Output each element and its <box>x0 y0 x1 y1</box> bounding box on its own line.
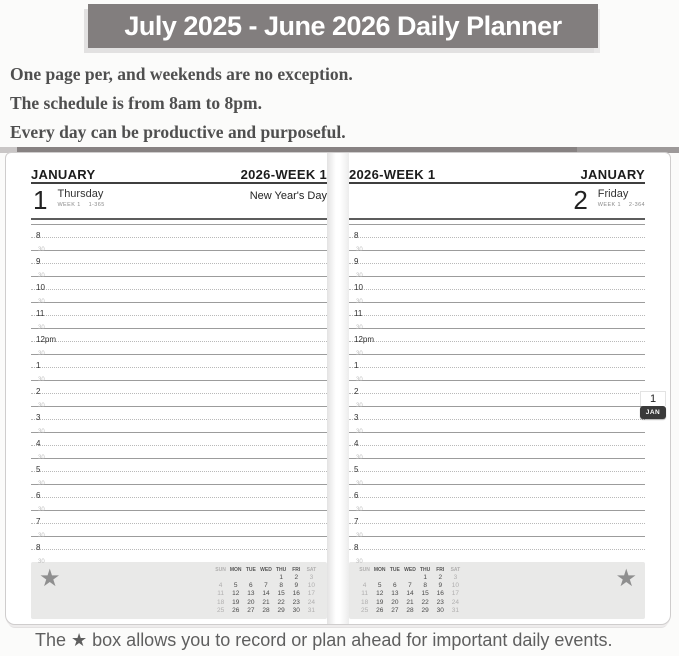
star-icon: ★ <box>615 565 637 592</box>
calendar-day-cell: 23 <box>292 598 300 606</box>
left-schedule-grid <box>31 224 327 565</box>
hour-label: 7 <box>36 517 41 526</box>
calendar-day-cell: 4 <box>218 582 223 590</box>
calendar-day-cell <box>243 574 258 582</box>
half-hour-row <box>349 341 645 357</box>
left-week-label: 2026-WEEK 1 <box>240 167 327 182</box>
calendar-day-cell: 6 <box>393 582 397 590</box>
calendar-day-cell: 31 <box>451 606 460 614</box>
planner-spread <box>5 152 671 625</box>
left-star-box <box>31 562 327 619</box>
half-hour-label: 30 <box>356 299 363 305</box>
calendar-day-header: SAT <box>450 567 461 573</box>
half-hour-row <box>31 523 327 539</box>
half-hour-row <box>31 263 327 279</box>
calendar-day-cell <box>387 574 402 582</box>
half-hour-label: 30 <box>356 247 363 253</box>
half-hour-row <box>349 497 645 513</box>
intro-line-3: Every day can be productive and purposeful. <box>10 122 346 142</box>
calendar-day-cell: 2 <box>438 574 443 581</box>
calendar-day-header: THU <box>275 567 287 573</box>
right-week-meta: WEEK 1 <box>597 202 621 208</box>
calendar-day-cell: 10 <box>307 582 316 590</box>
half-hour-row <box>31 341 327 357</box>
half-hour-row <box>349 315 645 331</box>
half-hour-row <box>31 393 327 409</box>
right-weekday-label: Friday <box>597 188 629 200</box>
calendar-day-cell: 12 <box>232 590 240 598</box>
calendar-day-cell: 8 <box>279 582 283 590</box>
hour-row <box>31 354 327 370</box>
hour-row <box>31 250 327 266</box>
hour-label: 3 <box>354 413 359 422</box>
hour-row <box>349 328 645 344</box>
hour-label: 8 <box>354 543 359 552</box>
calendar-day-cell: 3 <box>309 574 314 581</box>
calendar-day-cell: 2 <box>294 574 299 581</box>
left-week-meta: WEEK 1 <box>57 202 81 208</box>
half-hour-label: 30 <box>38 325 45 331</box>
right-day-stack <box>598 186 645 208</box>
half-hour-label: 30 <box>38 455 45 461</box>
half-hour-label: 30 <box>356 481 363 487</box>
half-hour-row <box>31 445 327 461</box>
calendar-day-cell: 17 <box>307 590 316 598</box>
planner-page-right <box>349 153 661 624</box>
hour-row <box>349 536 645 552</box>
calendar-day-header: TUE <box>245 567 256 573</box>
half-hour-label: 30 <box>38 247 45 253</box>
half-hour-label: 30 <box>356 429 363 435</box>
left-month-label: JANUARY <box>31 167 96 182</box>
calendar-day-cell: 5 <box>377 582 382 590</box>
half-hour-label: 30 <box>38 559 45 565</box>
month-side-tab <box>640 391 666 419</box>
calendar-day-cell: 8 <box>423 582 427 590</box>
calendar-day-header: TUE <box>389 567 400 573</box>
hour-label: 5 <box>354 465 359 474</box>
right-star-box <box>349 562 645 619</box>
calendar-day-cell: 24 <box>451 598 460 606</box>
calendar-day-header: SUN <box>215 567 226 573</box>
intro-line-2: The schedule is from 8am to 8pm. <box>10 93 262 113</box>
calendar-day-header: SUN <box>359 567 370 573</box>
star-icon: ★ <box>39 565 61 592</box>
half-hour-row <box>31 549 327 565</box>
calendar-day-cell: 1 <box>423 574 427 581</box>
calendar-day-header: MON <box>229 567 242 573</box>
hour-row <box>31 432 327 448</box>
calendar-day-cell <box>402 574 417 582</box>
calendar-day-cell: 22 <box>421 598 429 606</box>
half-hour-label: 30 <box>356 403 363 409</box>
hour-row <box>31 276 327 292</box>
calendar-day-cell: 13 <box>247 590 255 598</box>
calendar-day-cell: 14 <box>406 590 414 598</box>
calendar-day-cell: 7 <box>408 582 412 590</box>
hour-row <box>349 484 645 500</box>
half-hour-row <box>349 263 645 279</box>
hour-row <box>31 510 327 526</box>
hour-row <box>31 406 327 422</box>
half-hour-row <box>31 237 327 253</box>
right-week-label: 2026-WEEK 1 <box>349 167 436 182</box>
calendar-day-cell <box>258 574 273 582</box>
hour-row <box>31 458 327 474</box>
hour-label: 12pm <box>36 335 57 344</box>
hour-row <box>349 224 645 240</box>
left-day-row <box>31 184 327 220</box>
title-banner <box>88 4 598 48</box>
calendar-day-cell: 15 <box>421 590 429 598</box>
right-day-number: 2 <box>573 185 588 215</box>
half-hour-row <box>349 549 645 565</box>
calendar-day-header: WED <box>404 567 416 573</box>
calendar-day-cell: 24 <box>307 598 316 606</box>
calendar-day-cell: 28 <box>262 606 270 614</box>
hour-label: 10 <box>354 283 363 292</box>
left-day-group <box>31 186 105 214</box>
calendar-day-cell: 23 <box>436 598 444 606</box>
calendar-day-cell: 27 <box>391 606 399 614</box>
calendar-day-cell: 29 <box>277 606 285 614</box>
hour-label: 8 <box>36 543 41 552</box>
side-tab-day: 1 <box>640 391 666 406</box>
calendar-day-cell: 18 <box>216 598 225 606</box>
left-day-number: 1 <box>33 185 48 215</box>
calendar-day-cell: 25 <box>216 606 225 614</box>
hour-label: 5 <box>36 465 41 474</box>
calendar-day-cell: 20 <box>391 598 399 606</box>
calendar-day-cell: 13 <box>391 590 399 598</box>
left-ordinal-meta: 1-365 <box>88 202 105 208</box>
half-hour-label: 30 <box>356 507 363 513</box>
half-hour-label: 30 <box>38 533 45 539</box>
hour-row <box>31 224 327 240</box>
calendar-day-cell: 14 <box>262 590 270 598</box>
calendar-day-cell <box>213 574 228 582</box>
half-hour-label: 30 <box>356 455 363 461</box>
hour-label: 8 <box>354 231 359 240</box>
left-weekday-label: Thursday <box>57 188 104 200</box>
half-hour-label: 30 <box>38 403 45 409</box>
calendar-day-cell: 10 <box>451 582 460 590</box>
half-hour-label: 30 <box>38 481 45 487</box>
right-day-row <box>349 184 645 220</box>
calendar-day-cell: 1 <box>279 574 283 581</box>
hour-row <box>349 354 645 370</box>
right-schedule-grid <box>349 224 645 565</box>
half-hour-label: 30 <box>356 533 363 539</box>
calendar-day-cell: 22 <box>277 598 285 606</box>
planner-page-left <box>31 153 327 624</box>
calendar-day-cell: 19 <box>376 598 384 606</box>
left-mini-calendar <box>213 566 319 615</box>
calendar-day-cell <box>228 574 243 582</box>
hour-row <box>349 406 645 422</box>
hour-label: 4 <box>354 439 359 448</box>
calendar-day-cell: 9 <box>294 582 299 590</box>
calendar-day-cell: 21 <box>262 598 270 606</box>
half-hour-label: 30 <box>356 273 363 279</box>
left-day-stack <box>57 186 104 208</box>
calendar-day-cell: 7 <box>264 582 268 590</box>
half-hour-row <box>31 419 327 435</box>
half-hour-row <box>31 471 327 487</box>
half-hour-row <box>349 237 645 253</box>
side-tab-month: JAN <box>640 406 666 419</box>
half-hour-label: 30 <box>38 507 45 513</box>
left-day-meta <box>57 202 104 208</box>
intro-line-1: One page per, and weekends are no exception. <box>10 64 353 84</box>
caption-text: The ★ box allows you to record or plan ahead for important daily events. <box>35 630 613 650</box>
calendar-day-cell: 29 <box>421 606 429 614</box>
hour-label: 3 <box>36 413 41 422</box>
hour-row <box>31 380 327 396</box>
half-hour-row <box>349 367 645 383</box>
half-hour-label: 30 <box>38 429 45 435</box>
hour-row <box>31 328 327 344</box>
half-hour-row <box>349 523 645 539</box>
half-hour-row <box>349 445 645 461</box>
calendar-day-cell: 25 <box>360 606 369 614</box>
half-hour-row <box>349 393 645 409</box>
calendar-day-header: FRI <box>292 567 301 573</box>
calendar-day-cell: 12 <box>376 590 384 598</box>
hour-label: 7 <box>354 517 359 526</box>
hour-row <box>349 458 645 474</box>
half-hour-row <box>349 289 645 305</box>
calendar-day-header: FRI <box>436 567 445 573</box>
hour-row <box>349 250 645 266</box>
half-hour-label: 30 <box>38 377 45 383</box>
calendar-day-cell: 16 <box>292 590 300 598</box>
right-month-label: JANUARY <box>580 167 645 182</box>
right-day-meta <box>598 202 645 208</box>
hour-label: 9 <box>36 257 41 266</box>
half-hour-label: 30 <box>356 325 363 331</box>
calendar-day-cell: 28 <box>406 606 414 614</box>
calendar-day-cell: 16 <box>436 590 444 598</box>
intro-text-block <box>10 60 353 147</box>
hour-label: 6 <box>36 491 41 500</box>
calendar-day-cell: 3 <box>453 574 458 581</box>
calendar-day-cell: 5 <box>233 582 238 590</box>
hour-row <box>31 302 327 318</box>
hour-row <box>349 432 645 448</box>
hour-label: 4 <box>36 439 41 448</box>
calendar-day-cell: 11 <box>217 590 224 598</box>
hour-label: 9 <box>354 257 359 266</box>
calendar-day-cell: 6 <box>249 582 253 590</box>
hour-row <box>31 484 327 500</box>
right-mini-calendar <box>357 566 463 615</box>
hour-row <box>349 380 645 396</box>
calendar-day-cell: 20 <box>247 598 255 606</box>
calendar-day-cell: 31 <box>307 606 316 614</box>
calendar-day-cell: 18 <box>360 598 369 606</box>
calendar-day-cell: 11 <box>361 590 368 598</box>
half-hour-row <box>349 471 645 487</box>
calendar-day-header: SAT <box>306 567 317 573</box>
title-banner-text: July 2025 - June 2026 Daily Planner <box>124 10 562 41</box>
hour-label: 11 <box>36 309 45 318</box>
half-hour-row <box>31 367 327 383</box>
hour-row <box>31 536 327 552</box>
calendar-day-cell: 17 <box>451 590 460 598</box>
hour-label: 6 <box>354 491 359 500</box>
half-hour-row <box>31 497 327 513</box>
half-hour-label: 30 <box>356 559 363 565</box>
hour-label: 2 <box>36 387 41 396</box>
calendar-day-header: MON <box>373 567 386 573</box>
spine-gutter <box>327 153 349 624</box>
hour-label: 11 <box>354 309 363 318</box>
half-hour-row <box>349 419 645 435</box>
calendar-day-cell: 30 <box>436 606 444 614</box>
hour-row <box>349 510 645 526</box>
hour-row <box>349 276 645 292</box>
calendar-day-cell <box>357 574 372 582</box>
half-hour-label: 30 <box>38 351 45 357</box>
half-hour-row <box>31 289 327 305</box>
hour-label: 12pm <box>354 335 375 344</box>
hour-label: 10 <box>36 283 45 292</box>
hour-label: 1 <box>354 361 359 370</box>
calendar-day-header: THU <box>419 567 431 573</box>
calendar-day-header: WED <box>260 567 272 573</box>
right-page-header <box>349 166 645 184</box>
calendar-day-cell: 15 <box>277 590 285 598</box>
half-hour-row <box>31 315 327 331</box>
calendar-day-cell: 4 <box>362 582 367 590</box>
left-holiday-label: New Year's Day <box>249 190 327 202</box>
calendar-day-cell: 30 <box>292 606 300 614</box>
calendar-day-cell: 27 <box>247 606 255 614</box>
calendar-day-cell: 26 <box>376 606 384 614</box>
right-ordinal-meta: 2-364 <box>628 202 645 208</box>
half-hour-label: 30 <box>356 351 363 357</box>
hour-label: 2 <box>354 387 359 396</box>
left-page-header <box>31 166 327 184</box>
calendar-day-cell: 19 <box>232 598 240 606</box>
calendar-day-cell: 21 <box>406 598 414 606</box>
calendar-day-cell: 9 <box>438 582 443 590</box>
right-day-group <box>571 186 645 214</box>
hour-label: 1 <box>36 361 41 370</box>
calendar-day-cell <box>372 574 387 582</box>
half-hour-label: 30 <box>38 299 45 305</box>
half-hour-label: 30 <box>38 273 45 279</box>
half-hour-label: 30 <box>356 377 363 383</box>
calendar-day-cell: 26 <box>232 606 240 614</box>
hour-label: 8 <box>36 231 41 240</box>
hour-row <box>349 302 645 318</box>
